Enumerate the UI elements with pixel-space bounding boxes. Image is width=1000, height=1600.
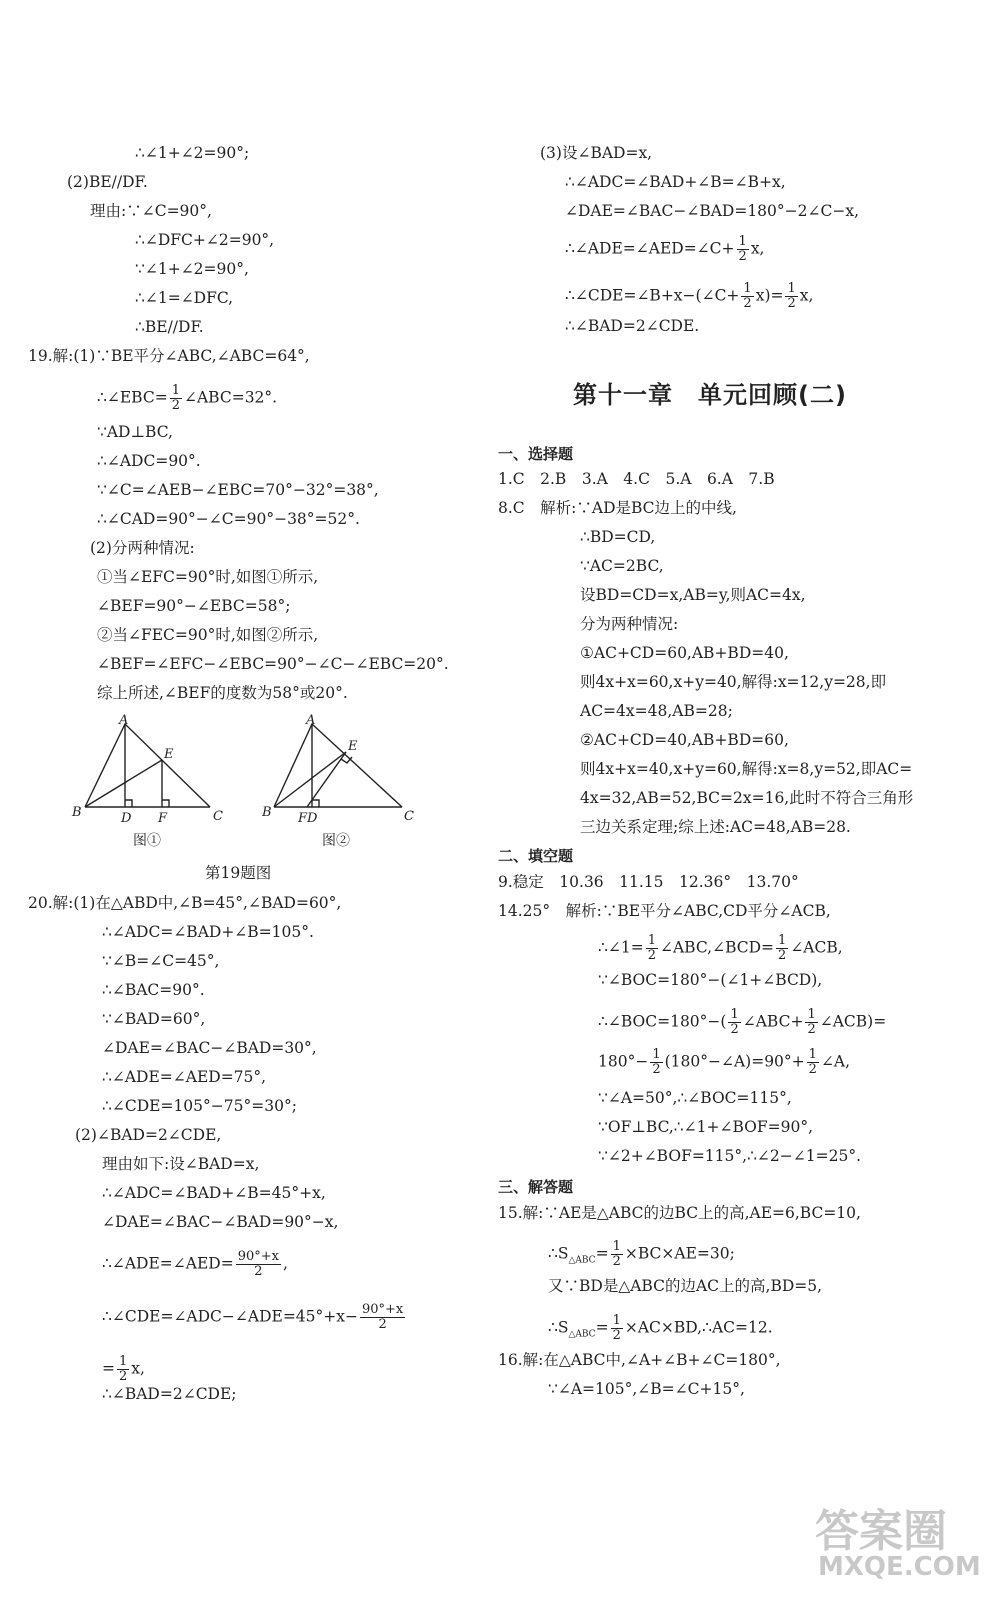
watermark-url: MXQE.COM bbox=[818, 1552, 981, 1582]
text-line: ∠DAE=∠BAC−∠BAD=30°, bbox=[102, 1039, 317, 1057]
text-line bbox=[565, 282, 813, 311]
fraction-denominator: 2 bbox=[647, 948, 656, 963]
text-span: ∠ABC,∠BCD= bbox=[659, 938, 775, 957]
fraction bbox=[611, 1240, 623, 1269]
text-line: ∴∠CDE=105°−75°=30°; bbox=[102, 1097, 297, 1115]
fraction-denominator: 2 bbox=[730, 1022, 739, 1037]
fraction-denominator: 2 bbox=[119, 1369, 128, 1384]
text-line: ∴∠DFC+∠2=90°, bbox=[135, 231, 275, 249]
segment-ac bbox=[312, 724, 402, 807]
text-line bbox=[598, 1048, 850, 1077]
text-line bbox=[598, 1008, 886, 1037]
text-line: ∴∠1=∠DFC, bbox=[135, 289, 234, 307]
text-span: ∴∠EBC= bbox=[97, 388, 168, 407]
fraction bbox=[646, 934, 658, 963]
text-line: ∵∠C=∠AEB−∠EBC=70°−32°=38°, bbox=[97, 481, 379, 499]
text-span: ∠ABC=32°. bbox=[183, 388, 278, 407]
text-line: 理由:∵∠C=90°, bbox=[90, 202, 212, 220]
text-line: ∴∠ADC=∠BAD+∠B=∠B+x, bbox=[565, 173, 786, 191]
fraction bbox=[236, 1250, 281, 1279]
fraction bbox=[117, 1355, 129, 1384]
text-line bbox=[97, 384, 277, 413]
fraction-numerator: 1 bbox=[787, 281, 796, 296]
text-line: ∴∠BAC=90°. bbox=[102, 981, 205, 999]
text-line: 则4x+x=60,x+y=40,解得:x=12,y=28,即 bbox=[580, 673, 887, 691]
text-line: ∵∠1+∠2=90°, bbox=[135, 260, 249, 278]
fraction bbox=[741, 282, 753, 311]
fraction-denominator: 2 bbox=[612, 1328, 621, 1343]
text-line bbox=[598, 934, 843, 963]
section-heading: 三、解答题 bbox=[498, 1178, 574, 1196]
subscript: △ABC bbox=[568, 1255, 596, 1266]
watermark-logo: 答案圈 bbox=[815, 1506, 947, 1557]
text-line bbox=[102, 1355, 145, 1384]
text-line: ∠BEF=90°−∠EBC=58°; bbox=[97, 597, 291, 615]
text-line: ∴∠1+∠2=90°; bbox=[135, 144, 250, 162]
text-line: ∵∠A=105°,∠B=∠C+15°, bbox=[548, 1380, 745, 1398]
text-line bbox=[102, 1250, 288, 1279]
fraction-numerator: 90°+x bbox=[237, 1249, 279, 1264]
fraction bbox=[805, 1008, 817, 1037]
text-line: ∴BE//DF. bbox=[135, 318, 204, 336]
text-span: ∴∠CDE=∠ADC−∠ADE=45°+x− bbox=[102, 1307, 358, 1326]
text-span: ∴S bbox=[548, 1318, 569, 1337]
text-line: ∵AD⊥BC, bbox=[97, 423, 173, 441]
text-line: 8.C 解析:∵AD是BC边上的中线, bbox=[498, 499, 737, 517]
fraction-numerator: 1 bbox=[119, 1354, 128, 1369]
text-span: ∴∠BOC=180°−( bbox=[598, 1012, 727, 1031]
fraction-denominator: 2 bbox=[738, 249, 747, 264]
label-fd: FD bbox=[298, 811, 318, 826]
text-line: 分为两种情况: bbox=[580, 615, 679, 633]
text-line: 综上所述,∠BEF的度数为58°或20°. bbox=[97, 684, 348, 702]
label-f: F bbox=[158, 811, 168, 826]
text-line: ∵∠A=50°,∴∠BOC=115°, bbox=[598, 1089, 792, 1107]
text-line: (3)设∠BAD=x, bbox=[540, 144, 653, 162]
fraction-numerator: 1 bbox=[743, 281, 752, 296]
label-c: C bbox=[213, 809, 223, 824]
text-span: x, bbox=[750, 239, 765, 258]
text-line: (2)BE//DF. bbox=[67, 173, 148, 191]
text-span: ∠A, bbox=[820, 1052, 851, 1071]
figure-1-caption: 图① bbox=[133, 833, 161, 849]
text-span: ×AC×BD,∴AC=12. bbox=[624, 1318, 773, 1337]
text-line: ∴∠ADC=∠BAD+∠B=105°. bbox=[102, 923, 314, 941]
text-line: (2)分两种情况: bbox=[90, 539, 195, 557]
text-line: ∴∠ADC=∠BAD+∠B=45°+x, bbox=[102, 1184, 326, 1202]
fraction bbox=[611, 1314, 623, 1343]
text-span: ×BC×AE=30; bbox=[624, 1244, 735, 1263]
text-span: ∴∠ADE=∠AED=∠C+ bbox=[565, 239, 735, 258]
fraction bbox=[776, 934, 788, 963]
text-line: ∴∠CAD=90°−∠C=90°−38°=52°. bbox=[97, 510, 360, 528]
section-heading: 一、选择题 bbox=[498, 445, 574, 463]
text-span: ∠ACB)= bbox=[819, 1012, 887, 1031]
figure-2-caption: 图② bbox=[322, 833, 350, 849]
segment-ab bbox=[274, 724, 312, 807]
text-line: ①AC+CD=60,AB+BD=40, bbox=[580, 644, 789, 662]
fraction-numerator: 1 bbox=[612, 1313, 621, 1328]
text-line bbox=[102, 1303, 407, 1332]
text-line: ∵∠BAD=60°, bbox=[102, 1010, 206, 1028]
label-d: D bbox=[121, 811, 132, 826]
fraction-denominator: 2 bbox=[807, 1022, 816, 1037]
text-line: 15.解:∵AE是△ABC的边BC上的高,AE=6,BC=10, bbox=[498, 1204, 861, 1222]
right-angle-mark bbox=[312, 800, 319, 807]
text-span: ∠ACB, bbox=[790, 938, 843, 957]
fraction-numerator: 1 bbox=[808, 1047, 817, 1062]
text-line: ①当∠EFC=90°时,如图①所示, bbox=[97, 568, 319, 586]
label-b: B bbox=[262, 805, 272, 820]
fraction-denominator: 2 bbox=[652, 1062, 661, 1077]
text-line: ②AC+CD=40,AB+BD=60, bbox=[580, 731, 789, 749]
text-line: ∴∠ADE=∠AED=75°, bbox=[102, 1068, 267, 1086]
text-line: 14.25° 解析:∵BE平分∠ABC,CD平分∠ACB, bbox=[498, 902, 831, 920]
fraction bbox=[650, 1048, 662, 1077]
fraction-denominator: 2 bbox=[171, 398, 180, 413]
text-span: (180°−∠A)=90°+ bbox=[664, 1052, 805, 1071]
fraction bbox=[785, 282, 797, 311]
text-line: 三边关系定理;综上述:AC=48,AB=28. bbox=[580, 818, 851, 836]
label-a: A bbox=[306, 713, 316, 728]
fraction-denominator: 2 bbox=[808, 1062, 817, 1077]
right-angle-mark bbox=[125, 800, 132, 807]
text-line: 16.解:在△ABC中,∠A+∠B+∠C=180°, bbox=[498, 1351, 781, 1369]
text-span: = bbox=[595, 1244, 609, 1263]
text-span: ∴∠1= bbox=[598, 938, 644, 957]
fraction-denominator: 2 bbox=[787, 296, 796, 311]
text-span: ∠ABC+ bbox=[742, 1012, 804, 1031]
chapter-title: 第十一章 单元回顾(二) bbox=[573, 381, 847, 409]
text-line: 理由如下:设∠BAD=x, bbox=[102, 1155, 260, 1173]
label-e: E bbox=[164, 747, 174, 762]
text-line bbox=[565, 235, 764, 264]
text-span: = bbox=[102, 1359, 115, 1378]
text-line: ∠BEF=∠EFC−∠EBC=90°−∠C−∠EBC=20°. bbox=[97, 655, 449, 673]
text-line: ∵OF⊥BC,∴∠1+∠BOF=90°, bbox=[598, 1118, 814, 1136]
fraction-denominator: 2 bbox=[254, 1264, 263, 1279]
text-line: ∵∠2+∠BOF=115°,∴∠2−∠1=25°. bbox=[598, 1147, 862, 1165]
section-heading: 二、填空题 bbox=[498, 847, 574, 865]
fraction bbox=[728, 1008, 740, 1037]
fraction bbox=[737, 235, 749, 264]
text-line: 则4x+x=40,x+y=60,解得:x=8,y=52,即AC= bbox=[580, 760, 913, 778]
text-span: ∴∠ADE=∠AED= bbox=[102, 1254, 234, 1273]
question-20-line: 20.解:(1)在△ABD中,∠B=45°,∠BAD=60°, bbox=[28, 894, 342, 912]
text-line: ∴∠BAD=2∠CDE; bbox=[102, 1385, 237, 1403]
fraction-numerator: 1 bbox=[778, 933, 787, 948]
label-e: E bbox=[348, 739, 358, 754]
subscript: △ABC bbox=[568, 1329, 596, 1340]
text-line: 设BD=CD=x,AB=y,则AC=4x, bbox=[580, 586, 806, 604]
segment-be bbox=[274, 752, 346, 807]
text-line: 1.C 2.B 3.A 4.C 5.A 6.A 7.B bbox=[498, 470, 775, 488]
text-span: x, bbox=[131, 1359, 145, 1378]
fraction bbox=[807, 1048, 819, 1077]
text-line: 9.稳定 10.36 11.15 12.36° 13.70° bbox=[498, 873, 799, 891]
text-line bbox=[548, 1314, 773, 1345]
fraction bbox=[360, 1303, 405, 1332]
fraction-denominator: 2 bbox=[378, 1317, 387, 1332]
text-line: AC=4x=48,AB=28; bbox=[580, 702, 733, 720]
text-line: ∴∠BAD=2∠CDE. bbox=[565, 317, 700, 335]
fraction-numerator: 1 bbox=[171, 383, 180, 398]
fraction-numerator: 90°+x bbox=[362, 1302, 404, 1317]
fraction-numerator: 1 bbox=[807, 1007, 816, 1022]
fraction bbox=[170, 384, 182, 413]
text-line: ∵AC=2BC, bbox=[580, 557, 664, 575]
text-line: ∴∠ADC=90°. bbox=[97, 452, 201, 470]
text-line: ∴BD=CD, bbox=[580, 528, 656, 546]
fraction-numerator: 1 bbox=[612, 1239, 621, 1254]
text-span: ∴∠CDE=∠B+x−(∠C+ bbox=[565, 286, 740, 305]
text-span: = bbox=[595, 1318, 609, 1337]
text-line: (2)∠BAD=2∠CDE, bbox=[75, 1126, 222, 1144]
segment-ef bbox=[307, 752, 346, 807]
fraction-denominator: 2 bbox=[778, 948, 787, 963]
fraction-numerator: 1 bbox=[652, 1047, 661, 1062]
segment-ac bbox=[125, 724, 210, 807]
text-line: ∠DAE=∠BAC−∠BAD=180°−2∠C−x, bbox=[565, 202, 860, 220]
fraction-numerator: 1 bbox=[738, 234, 747, 249]
fraction-numerator: 1 bbox=[647, 933, 656, 948]
text-span: ∴S bbox=[548, 1244, 569, 1263]
label-b: B bbox=[72, 805, 82, 820]
text-line: ∵∠BOC=180°−(∠1+∠BCD), bbox=[598, 971, 823, 989]
right-angle-mark bbox=[162, 800, 169, 807]
fraction-denominator: 2 bbox=[743, 296, 752, 311]
text-line bbox=[548, 1240, 735, 1271]
text-line: 4x=32,AB=52,BC=2x=16,此时不符合三角形 bbox=[580, 789, 914, 807]
text-span: x, bbox=[799, 286, 814, 305]
text-span: 180°− bbox=[598, 1052, 649, 1071]
question-19-line: 19.解:(1)∵BE平分∠ABC,∠ABC=64°, bbox=[28, 347, 310, 365]
fraction-numerator: 1 bbox=[730, 1007, 739, 1022]
label-c: C bbox=[404, 809, 414, 824]
text-line: 又∵BD是△ABC的边AC上的高,BD=5, bbox=[548, 1277, 823, 1295]
figure-title: 第19题图 bbox=[205, 864, 272, 882]
label-a: A bbox=[119, 713, 129, 728]
text-line: ∠DAE=∠BAC−∠BAD=90°−x, bbox=[102, 1213, 339, 1231]
text-line: ②当∠FEC=90°时,如图②所示, bbox=[97, 626, 319, 644]
text-line: ∵∠B=∠C=45°, bbox=[102, 952, 220, 970]
text-span: x)= bbox=[755, 286, 784, 305]
fraction-denominator: 2 bbox=[612, 1254, 621, 1269]
text-span: , bbox=[282, 1254, 288, 1273]
